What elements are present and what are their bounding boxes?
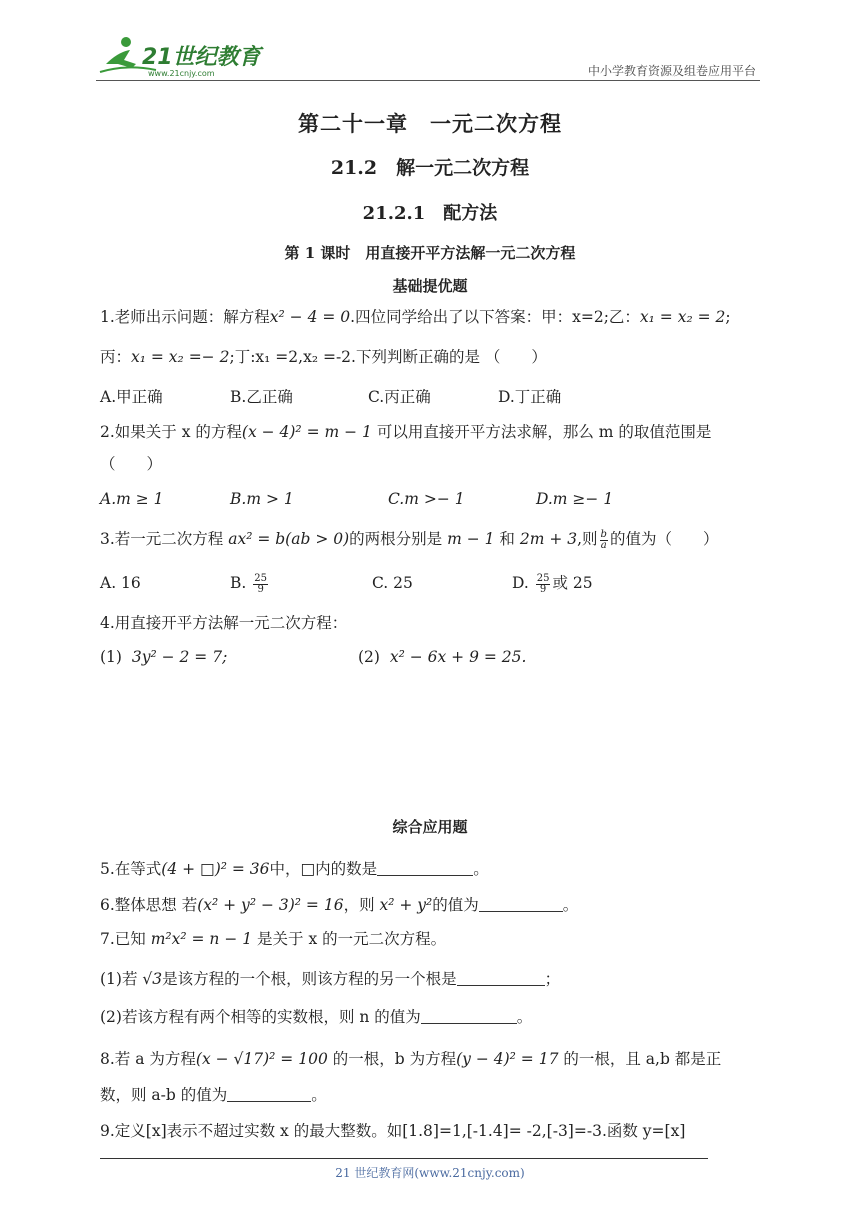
q8-line1	[100, 1048, 721, 1070]
q7-part1-root: √3	[142, 970, 163, 988]
q6-text-3: 的值为	[432, 896, 479, 914]
q8-equation-1: (x − √17)² = 100	[195, 1050, 328, 1068]
q7-part2-answer-blank[interactable]	[421, 1007, 517, 1024]
q1-answer-yi: x₁ = x₂ = 2	[639, 308, 726, 326]
q2-option-c: C.m >− 1	[388, 490, 465, 508]
q7-part2-text-2: 。	[516, 1008, 533, 1026]
q6-text: 6.整体思想 若	[100, 896, 198, 914]
q4-part2-label: (2)	[358, 648, 380, 666]
q4-part2	[358, 646, 526, 668]
q2-option-a: A.m ≥ 1	[100, 490, 164, 508]
q5-equation: (4 + □)² = 36	[161, 860, 270, 878]
q2-equation: (x − 4)² = m − 1	[241, 423, 372, 441]
q5-text: 5.在等式	[100, 860, 162, 878]
q7-text-2: 是关于 x 的一元二次方程。	[252, 930, 447, 948]
q1-option-a: A.甲正确	[100, 388, 163, 406]
q2-text: 2.如果关于 x 的方程	[100, 423, 242, 441]
q7-part1-text-2: 是该方程的一个根，则该方程的另一个根是	[162, 970, 457, 988]
q2-option-b: B.m > 1	[230, 490, 294, 508]
q5-text-2: 中，□内的数是	[269, 860, 378, 878]
q3-option-a: A. 16	[100, 574, 141, 592]
q3-option-b-den: 9	[257, 583, 264, 595]
q7-stem	[100, 928, 446, 950]
q7-part2	[100, 1006, 532, 1028]
q7-text: 7.已知	[100, 930, 151, 948]
q3-option-b	[230, 572, 270, 595]
q3-option-b-label: B.	[230, 574, 247, 592]
q3-equation: ax² = b(ab > 0)	[228, 530, 350, 548]
q8-text: 8.若 a 为方程	[100, 1050, 196, 1068]
q6-text-4: 。	[562, 896, 579, 914]
q1-equation: x² − 4 = 0	[269, 308, 351, 326]
site-logo	[96, 34, 266, 78]
q3-option-d-den: 9	[539, 583, 547, 595]
q1-text-3: ;	[725, 308, 731, 326]
q1-text: 1.老师出示问题：解方程	[100, 308, 270, 326]
q2-text-2: 可以用直接开平方法求解，那么 m 的取值范围是	[371, 423, 712, 441]
q1-text-4: 丙：	[100, 348, 132, 366]
q3-text-4: ,则	[577, 530, 598, 548]
q6-expression: x² + y²	[379, 896, 433, 914]
q2-line1	[100, 421, 711, 443]
q3-stem	[100, 528, 718, 551]
q7-part1-text: (1)若	[100, 970, 143, 988]
q3-text-3: 和	[494, 530, 520, 548]
logo-text: 21世纪教育	[142, 45, 261, 70]
q4-part1	[100, 646, 227, 668]
q4-part1-equation: 3y² − 2 = 7;	[131, 648, 228, 666]
q7-part1-text-3: ；	[544, 970, 561, 988]
q3-root-2: 2m + 3	[519, 530, 578, 548]
platform-name: 中小学教育资源及组卷应用平台	[587, 64, 756, 78]
q3-text-2: 的两根分别是	[349, 530, 448, 548]
q1-text-5: ;丁:x₁ =2,x₂ =-2.下列判断正确的是 （ ）	[229, 348, 547, 366]
q3-fraction-num: b	[600, 528, 607, 540]
q6-text-2: ，则	[343, 896, 380, 914]
header-divider	[96, 80, 760, 81]
q7-part2-text: (2)若该方程有两个相等的实数根，则 n 的值为	[100, 1008, 421, 1026]
q1-option-d: D.丁正确	[498, 388, 562, 406]
q7-part1-answer-blank[interactable]	[457, 969, 545, 986]
q8-text-2: 的一根，b 为方程	[327, 1050, 457, 1068]
q3-option-b-fraction	[253, 574, 268, 595]
q3-fraction-den: a	[600, 539, 607, 551]
q8-answer-blank[interactable]	[227, 1085, 311, 1102]
subsection-title: 21.2.1 配方法	[362, 203, 498, 224]
q5-answer-blank[interactable]	[377, 859, 473, 876]
q3-fraction	[600, 530, 608, 551]
q4-part1-label: (1)	[100, 648, 122, 666]
q6-line	[100, 894, 578, 916]
q3-option-d-label: D.	[512, 574, 529, 592]
q6-equation: (x² + y² − 3)² = 16	[197, 896, 344, 914]
q7-part1	[100, 968, 560, 990]
q8-text-3: 的一根，且 a,b 都是正	[558, 1050, 722, 1068]
q1-answer-bing: x₁ = x₂ =− 2	[131, 348, 230, 366]
q8-line2	[100, 1084, 327, 1106]
q3-option-b-num: 25	[254, 572, 267, 584]
section-title: 21.2 解一元二次方程	[330, 157, 530, 179]
q1-line2	[100, 346, 547, 368]
q4-part2-equation: x² − 6x + 9 = 25.	[389, 648, 527, 666]
q5-line	[100, 858, 489, 880]
q1-text-2: .四位同学给出了以下答案：甲：x=2;乙：	[350, 308, 640, 326]
q1-option-b: B.乙正确	[230, 388, 293, 406]
footer-link[interactable]: 21 世纪教育网(www.21cnjy.com)	[335, 1166, 525, 1180]
q3-option-d-num: 25	[536, 572, 550, 584]
runner-logo-icon	[96, 34, 266, 78]
q1-line1	[100, 306, 731, 328]
part1-heading: 基础提优题	[392, 277, 468, 295]
q3-root-1: m − 1	[447, 530, 495, 548]
q3-text-5: 的值为（ ）	[609, 530, 719, 548]
q9-line: 9.定义[x]表示不超过实数 x 的最大整数。如[1.8]=1,[-1.4]= -2,[-3]=-3.函数 y=[x]	[100, 1122, 686, 1140]
part2-heading: 综合应用题	[392, 818, 468, 836]
footer-divider	[100, 1158, 708, 1159]
lesson-title: 第 1 课时 用直接开平方法解一元二次方程	[284, 244, 576, 262]
q5-text-3: 。	[473, 860, 489, 878]
q3-option-d-tail: 或 25	[552, 574, 593, 592]
q3-text: 3.若一元二次方程	[100, 530, 229, 548]
q2-line2: （ ）	[100, 455, 163, 473]
logo-url: www.21cnjy.com	[148, 69, 215, 78]
q3-option-d-fraction	[536, 574, 551, 595]
q3-option-d	[512, 572, 593, 595]
q4-stem: 4.用直接开平方法解一元二次方程：	[100, 614, 348, 632]
q3-option-c: C. 25	[372, 574, 413, 592]
q8-equation-2: (y − 4)² = 17	[456, 1050, 559, 1068]
q6-answer-blank[interactable]	[479, 895, 563, 912]
q1-option-c: C.丙正确	[368, 388, 431, 406]
q8-text-5: 。	[311, 1086, 327, 1104]
q7-equation: m²x² = n − 1	[150, 930, 253, 948]
q8-text-4: 数，则 a-b 的值为	[100, 1086, 228, 1104]
q2-option-d: D.m ≥− 1	[536, 490, 614, 508]
chapter-title: 第二十一章 一元二次方程	[298, 111, 562, 136]
